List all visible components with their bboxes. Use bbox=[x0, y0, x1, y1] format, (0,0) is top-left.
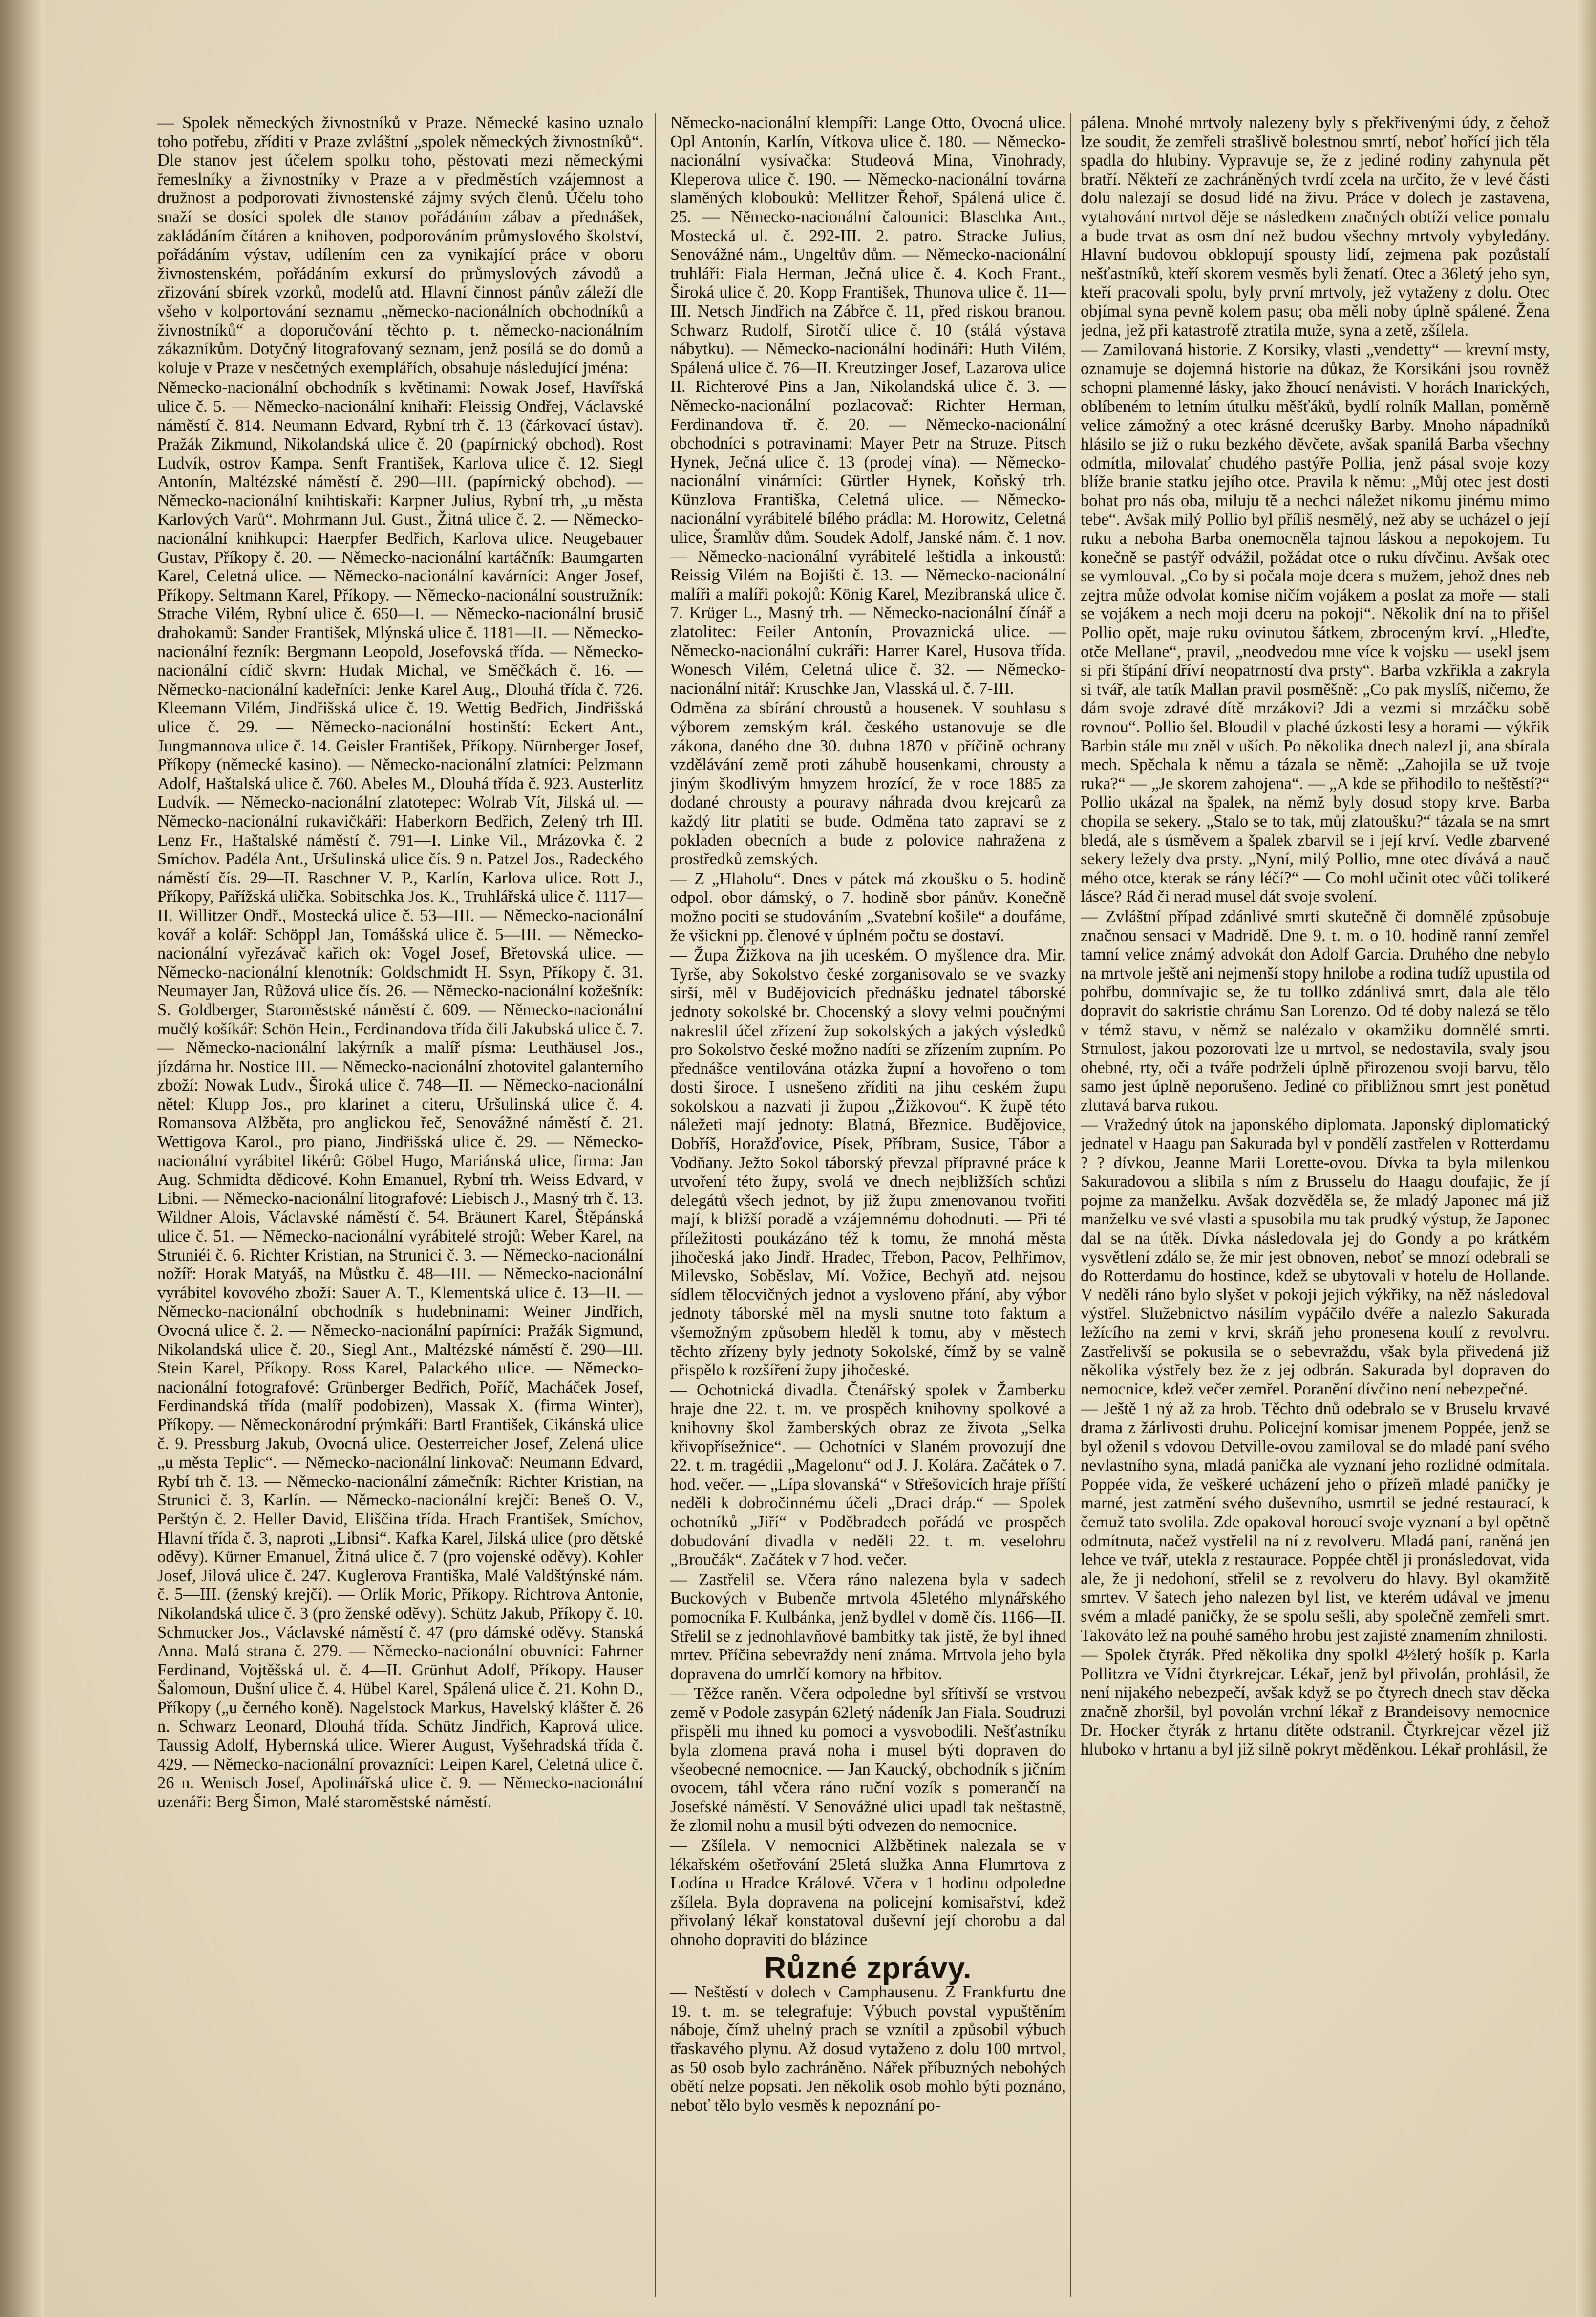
article-zsilela: — Zšílela. V nemocnici Alžbětinek nalezala se v lékařském ošetřování 25letá služka Anna Flumrtova z Lodína u Hradce Králové. Včera v 1 hodinu odpoledne zšílela. Byla dopravena na policejní komisařství, kdež přivolaný lékař konstatoval duševní její chorobu a dal ohnoho dopraviti do blázince bbox=[670, 1836, 1066, 1949]
page-edge bbox=[1576, 0, 1596, 2317]
column-rule bbox=[1070, 113, 1071, 2297]
article-japonsky-diplomat: — Vražedný útok na japonského diplomata. Japonský diplomatický jednatel v Haagu pan Sakurada byl v pondělí zastřelen v Rotterdamu ? ? dívkou, Jeanne Marii Lorette-ovou. Dívka ta byla milenkou Sakuradovou a slibila s ním z Brusselu do Haagu doufajic, že jí pojme za manželku. Avšak dozvěděla se, že mladý Japonec má již manželku ve své vlasti a spusobila mu tak prudký výstup, že Japonec dal se na útěk. Dívka následovala jej do Gondy a po krátkém vysvětlení zdálo se, že mir jest obnoven, neboť se mnozí odebrali se do Rotterdamu do hostince, kdež se ubytovali v hotelu de Hollande. V neděli ráno bylo slyšet v pokoji jejich výkřiky, na něž následoval výstřel. Služebnictvo násilím vypáčilo dvéře a nalezlo Sakurada ležícího na zemi v krvi, skráň jeho pronesena koulí z revolvru. Zastřelivší se pokusila se o sebevraždu, však byla přivedená již několika výstřely bez že z jej odbrán. Sakurada byl dopraven do nemocnice, kdež večer zemřel. Poranění dívčino není nebezpečné. bbox=[1081, 1116, 1550, 1398]
article-zdanliva-smrt: — Zvláštní případ zdánlivé smrti skutečně či domnělé způsobuje značnou sensaci v Madridě. Dne 9. t. m. o 10. hodině ranní zemřel tamní velice známý advokát don Adolf Garcia. Druhého dne nebylo na mrtvole ještě ani nejmenší stopy hnilobe a rodina tudíž upustila od pohřbu, domnívajic se, že tu tollko zdánlivá smrt, dala ale tělo dopravit do sakristie chrámu San Lorenzo. Od té doby nalezá se tělo v témž stavu, v němž se nalézalo v okamžiku domnělé smrti. Strnulost, jakou pozorovati lze u mrtvol, se nedostavila, svaly jsou ohebné, rty, oči a tváře podrželi úplně přirozenou svoji barvu, tělo samo jest úplně neporušeno. Jediné co přibližnou smrt jest ponětud zlutavá barva rukou. bbox=[1081, 907, 1550, 1115]
article-list-cont: Německo-nacionální klempíři: Lange Otto, Ovocná ulice. Opl Antonín, Karlín, Vítkova ulice č. 180. — Německo-nacionální vysívačka: Studeová Mina, Vinohrady, Kleperova ulice č. 190. — Německo-nacionální továrna slaměných klobouků: Mellitzer Řehoř, Spálená ulice č. 25. — Německo-nacionální čalounici: Blaschka Ant., Mostecká ul. č. 292-III. 2. patro. Stracke Julius, Senovážné nám., Ungeltův dům. — Německo-nacionální truhláři: Fiala Herman, Ječná ulice č. 4. Koch Frant., Široká ulice č. 20. Kopp František, Thunova ulice č. 11—III. Netsch Jindřich na Zábřce č. 11, před riskou branou. Schwarz Rudolf, Sirotčí ulice č. 10 (stálá výstava nábytku). — Německo-nacionální hodináři: Huth Vilém, Spálená ulice č. 76—II. Kreutzinger Josef, Lazarova ulice II. Richterové Pins a Jan, Nikolandská ulice č. 3. — Německo-nacionální pozlacovač: Richter Herman, Ferdinandova tř. č. 20. — Německo-nacionální obchodníci s potravinami: Mayer Petr na Struze. Pitsch Hynek, Ječná ulice č. 13 (prodej vína). — Německo-nacionální vinárníci: Gürtler Hynek, Koňský trh. Künzlova Františka, Celetná ulice. — Německo-nacionální vyrábitelé bílého prádla: M. Horowitz, Celetná ulice, Šramlův dům. Soudek Adolf, Janské nám. č. 1 nov. — Německo-nacionální vyrábitelé leštidla a inkoustů: Reissig Vilém na Bojišti č. 13. — Německo-nacionální malíři a malíři pokojů: König Karel, Mezibranská ulice č. 7. Krüger L., Masný trh. — Německo-nacionální čínář a zlatolitec: Feiler Antonín, Provaznická ulice. — Německo-nacionální cukráři: Harrer Karel, Husova třída. Wonesch Vilém, Celetná ulice č. 32. — Německo-nacionální nitář: Kruschke Jan, Vlasská ul. č. 7-III. bbox=[670, 113, 1066, 698]
column-rule bbox=[655, 113, 656, 2297]
article-list: Německo-nacionální obchodník s květinami: Nowak Josef, Havířská ulice č. 5. — Německo-nacionální knihaři: Fleissig Ondřej, Václavské náměstí č. 814. Neumann Edvard, Rybní trh č. 13 (čárkovací ústav). Pražák Zikmund, Nikolandská ulice č. 20 (papírnický obchod). Rost Ludvík, ostrov Kampa. Senft František, Karlova ulice č. 12. Siegl Antonín, Maltézské náměstí č. 290—III. (papírnický obchod). — Německo-nacionální knihtiskaři: Karpner Julius, Rybní trh, „u města Karlových Varů“. Mohrmann Jul. Gust., Žitná ulice č. 2. — Německo-nacionální knihkupci: Haerpfer Bedřich, Karlova ulice. Neugebauer Gustav, Příkopy č. 20. — Německo-nacionální kartáčník: Baumgarten Karel, Celetná ulice. — Německo-nacionální kavárníci: Anger Josef, Příkopy. Seltmann Karel, Příkopy. — Německo-nacionální soustružník: Strache Vilém, Rybní ulice č. 650—I. — Německo-nacionální brusič drahokamů: Sander František, Mlýnská ulice č. 1181—II. — Německo-nacionální řezník: Bergmann Leopold, Josefovská třída. — Německo-nacionální cídič skvrn: Hudak Michal, ve Směčkách č. 16. — Německo-nacionální kadeřníci: Jenke Karel Aug., Dlouhá třída č. 726. Kleemann Vilém, Jindřišská ulice č. 19. Wettig Bedřich, Jindřišská ulice č. 29. — Německo-nacionální hostinští: Eckert Ant., Jungmannova ulice č. 14. Geisler František, Příkopy. Nürnberger Josef, Příkopy (německé kasino). — Německo-nacionální zlatníci: Pelzmann Adolf, Haštalská ulice č. 760. Abeles M., Dlouhá třída č. 923. Austerlitz Ludvík. — Německo-nacionální zlatotepec: Wolrab Vít, Jilská ul. — Německo-nacionální rukavičkáři: Haberkorn Bedřich, Zelený trh III. Lenz Fr., Haštalské náměstí č. 791—I. Linke Vil., Mrázovka č. 2 Smíchov. Padéla Ant., Uršulinská ulice čís. 9 n. Patzel Jos., Radeckého náměstí čís. 29—II. Raschner V. P., Karlín, Karlova ulice. Rott J., Příkopy, Pařížská ulička. Sobitschka Jos. K., Truhlářská ulice č. 1117—II. Willitzer Ondř., Mostecká ulice č. 53—III. — Německo-nacionální kovář a kolář: Schöppl Jan, Tomášská ulice č. 5—III. — Německo-nacionální vyřezávač kařich ok: Vogel Josef, Břetovská ulice. — Německo-nacionální klenotník: Goldschmidt H. Ssyn, Příkopy č. 31. Neumayer Jan, Růžová ulice čís. 26. — Německo-nacionální kožešník: S. Goldberger, Staroměstské náměstí č. 609. — Německo-nacionální mučlý košíkář: Schön Hein., Ferdinandova třída čili Jakubská ulice č. 7. — Německo-nacionální lakýrník a malíř písma: Leuthäusel Jos., jízdárna hr. Nostice III. — Německo-nacionální zhotovitel galanterního zboží: Nowak Ludv., Široká ulice č. 748—II. — Německo-nacionální nětel: Klupp Jos., pro klarinet a citeru, Uršulinská ulice č. 4. Romansova Alžběta, pro anglickou řeč, Senovážné náměstí č. 21. Wettigova Karol., pro piano, Jindřišská ulice č. 29. — Německo-nacionální vyrábitel likérů: Göbel Hugo, Mariánská ulice, firma: Jan Aug. Schmidta dědicové. Kohn Emanuel, Rybní trh. Weiss Edvard, v Libni. — Německo-nacionální litografové: Liebisch J., Masný trh č. 13. Wildner Alois, Václavské náměstí č. 54. Bräunert Karel, Štěpánská ulice č. 51. — Německo-nacionální vyrábitelé strojů: Weber Karel, na Struniéi č. 6. Richter Kristian, na Strunici č. 3. — Německo-nacionální nožíř: Horak Matyáš, na Můstku č. 48—III. — Německo-nacionální vyrábitel kovového zboží: Sauer A. T., Klementská ulice č. 13—II. — Německo-nacionální obchodník s hudebninami: Weiner Jindřich, Ovocná ulice č. 2. — Německo-nacionální papírníci: Pražák Sigmund, Nikolandská ulice č. 20., Siegl Ant., Maltézské náměstí č. 290—III. Stein Karel, Příkopy. Ross Karel, Palackého ulice. — Německo-nacionální fotografové: Grünberger Bedřich, Poříč, Macháček Josef, Ferdinandská třída (malíř podobizen), Massak X. (firma Winter), Příkopy. — Německonárodní prýmkáři: Bartl František, Cikánská ulice č. 9. Pressburg Jakub, Ovocná ulice. Oesterreicher Josef, Zelená ulice „u města Teplic“. — Německo-nacionální linkovač: Neumann Edvard, Rybí trh č. 13. — Německo-nacionální zámečník: Richter Kristian, na Strunici č. 3, Karlín. — Německo-nacionální krejčí: Beneš O. V., Perštýn č. 2. Heller David, Eliščina třída. Hrach František, Smíchov, Hlavní třída č. 3, naproti „Libnsi“. Kafka Karel, Jilská ulice (pro dětské oděvy). Kürner Emanuel, Žitná ulice č. 7 (pro vojenské oděvy). Kohler Josef, Jilová ulice č. 247. Kuglerova Františka, Malé Valdštýnské nám. č. 5—III. (ženský krejčí). — Orlík Moric, Příkopy. Richtrova Antonie, Nikolandská ulice č. 3 (pro ženské oděvy). Schütz Jakub, Příkopy č. 10. Schmucker Jos., Václavské náměstí č. 47 (pro dámské oděvy. Stanská Anna. Malá strana č. 279. — Německo-nacionální obuvníci: Fahrner Ferdinand, Vojtěšská ul. č. 4—II. Grünhut Adolf, Příkopy. Hauser Šalomoun, Dušní ulice č. 4. Hübel Karel, Spálená ulice č. 21. Kohn D., Příkopy („u černého koně). Nagelstock Markus, Havelský klášter č. 26 n. Schwarz Leonard, Dlouhá třída. Schütz Jindřich, Kaprová ulice. Taussig Adolf, Hybernská ulice. Wierer August, Vyšehradská třída č. 429. — Německo-nacionální provazníci: Leipen Karel, Celetná ulice č. 26 n. Wenisch Josef, Apolinářská ulice č. 9. — Německo-nacionální uzenáři: Berg Šimon, Malé staroměstské náměstí. bbox=[157, 378, 643, 1811]
column-middle bbox=[670, 113, 1066, 2297]
article-zastrelil: — Zastřelil se. Včera ráno nalezena byla v sadech Buckových v Bubenče mrtvola 45letého mlynářského pomocníka F. Kulbánka, jenž bydlel v domě čís. 1166—II. Střelil se z jednohlavňové bambitky tak jistě, že byl ihned mrtev. Příčina sebevraždy není známa. Mrtvola jeho byla dopravena do umrlčí komory na hřbitov. bbox=[670, 1570, 1066, 1683]
article-odmena: Odměna za sbírání chroustů a housenek. V souhlasu s výborem zemským král. českého ustanovuje se dle zákona, daného dne 30. dubna 1870 v příčině ochrany vzdělávání země proti záhubě housenkami, chrousty a jiným škodlivým hmyzem hrozící, že v roce 1885 za dodané chrousty a pouravy náhrada dvou krejcarů za každý litr platiti se bude. Odměna tato zapraví se z pokladen obecních a bude z polovice nahražena z prostředků zemských. bbox=[670, 699, 1066, 869]
article-zamilovana: — Zamilovaná historie. Z Korsiky, vlasti „vendetty“ — krevní msty, oznamuje se dojemná historie na důkaz, že Korsikáni jsou rovněž schopni plamenné lásky, jako žhoucí nenávisti. V horách Inarických, oblíbeném to letním útulku měšťáků, bydlí rolník Mallan, poměrně velice zámožný a otec krásné dcerušky Barby. Mnoho nápadníků hlásilo se již o ruku bezkého děvčete, avšak spanilá Barba všechny odmítla, milovalať chudého pastýře Pollia, jenž pásal svoje kozy blíže branie statku jejího otce. Pravila k němu: „Můj otec jest dosti bohat pro nás oba, miluju tě a nechci náležet nikomu jinému mimo tebe“. Avšak milý Pollio byl příliš nesmělý, než aby se ucházel o její ruku a neboha Barba onemocněla tajnou láskou a nepokojem. Tu konečně se pastýř odvážil, požádat otce o ruku dívčinu. Avšak otec se vymlouval. „Co by si počala moje dcera s mužem, jehož dnes neb zejtra může odvolat komise ničím vojákem a poslat za moře — stali se vojákem a nech moji dceru na pokoji“. Několik dní na to přišel Pollio opět, maje ruku ovinutou šátkem, zbroceným krví. „Hleďte, otče Mellane“, pravil, „neodvedou mne více k vojsku — usekl jsem si při štípání dříví neopatrností dva prsty“. Barba vzkřikla a zakryla si tvář, ale tatík Mallan pravil posměšně: „Co pak myslíš, ničemo, že dám svoje zdravé dítě mrzákovi? Jdi a vezmi si mrzáčku sobě rovnou“. Pollio šel. Bloudil v plaché úzkosti lesy a horami — výkřik Barbin stále mu zněl v uších. Po několika dnech nalezl ji, ana sbírala mech. Spěchala k němu a tázala se němě: „Zahojila se už tvoje ruka?“ — „Je skorem zahojena“. — „A kde se přihodilo to neštěstí?“ Pollio ukázal na špalek, na němž byly dosud stopy krve. Barba chopila se sekery. „Stalo se to tak, můj zlatoušku?“ tázala se na smrt bledá, ale s úsměvem a špalek zbarvil se i její krví. Vedle zbarvené sekery ležely dva prsty. „Nyní, milý Pollio, mne otec dívává a nauč mého otce, kterak se rány léčí?“ — Co mohl učinit otec vůči tolikeré lásce? Rád či nerad musel dát svoje svolení. bbox=[1081, 341, 1550, 906]
binding-shadow bbox=[0, 0, 44, 2317]
column-left bbox=[157, 113, 643, 2297]
column-right bbox=[1081, 113, 1550, 2297]
article-nestesti: — Neštěstí v dolech v Camphausenu. Z Frankfurtu dne 19. t. m. se telegrafuje: Výbuch povstal vypuštěním náboje, čímž uhelný prach se vznítil a způsobil výbuch třaskavého plynu. Až dosud vytaženo z dolu 100 mrtvol, as 50 osob bylo zachráněno. Nářek příbuzných nebohých obětí nelze popsati. Jen několik osob mohlo býti poznáno, neboť tělo bylo vesměs k nepoznání po- bbox=[670, 1983, 1066, 2115]
article-ctyrak: — Spolek čtyrák. Před několika dny spolkl 4½letý hošík p. Karla Pollitzra ve Vídni čtyrkrejcar. Lékař, jenž byl přivolán, prohlásil, že není nijakého nebezpečí, avšak když se po čtyrech dnech stav děcka značně zhoršil, byl povolán vrchní lékař z Brandeisovy nemocnice Dr. Hocker čtyrák z hrtanu dítěte odstranil. Čtyrkrejcar vězel již hluboko v hrtanu a byl již silně pokryt měděnkou. Lékař prohlásil, že bbox=[1081, 1646, 1550, 1759]
article-hlahol: — Z „Hlaholu“. Dnes v pátek má zkoušku o 5. hodině odpol. obor dámský, o 7. hodině sbor pánův. Konečně možno pociti se studováním „Svatební košile“ a doufáme, že všickni pp. členové v úplném počtu se dostaví. bbox=[670, 869, 1066, 945]
article-zarlivost: — Ještě 1 ný až za hrob. Těchto dnů odebralo se v Bruselu krvavé drama z žárlivosti druhu. Policejní komisar jmenem Poppée, jenž se byl oženil s vdovou Detville-ovou zamiloval se do mladé paní svého nevlastního syna, mladá panička ale vyznaní jeho rozlidné odmítala. Poppée vida, že veškeré ucházení jeho o přízeň mladé paničky je marné, jest zatmění svého duševního, usmrtil se jedné restaurací, k čemuž tato svolila. Zde opakoval horoucí svoje vyznaní a byl opětně odmítnuta, načež vystřelil na ní z revolveru. Mladá paní, raněná jen lehce ve tvář, utekla z restaurace. Poppée chtěl ji pronásledovat, vida ale, že ji nedohoní, střelil se z revolveru do hlavy. Byl okamžitě smrtev. V šatech jeho nalezen byl list, ve kterém udával ve jmenu svém a mladé paničky, že se spolu sešli, aby společně zemřeli smrt. Takováto lež na pouhé samého hrobu jest zajisté znamením zhnilosti. bbox=[1081, 1399, 1550, 1645]
article-divadla: — Ochotnická divadla. Čtenářský spolek v Žamberku hraje dne 22. t. m. ve prospěch knihovny spolkové a knihovny škol žamberských obraz ze života „Selka křivopřísežnice“. — Ochotníci v Slaném provozují dne 22. t. m. tragédii „Magelonu“ od J. J. Kolára. Začátek o 7. hod. večer. — „Lípa slovanská“ v Střešovicích hraje příští neděli k dobročinnému účeli „Draci dráp.“ — Spolek ochotníků „Jiří“ v Poděbradech pořádá ve prospěch dobudování divadla v neděli 22. t. m. veselohru „Broučák“. Začátek v 7 hod. večer. bbox=[670, 1380, 1066, 1569]
article-zupa: — Župa Žižkova na jih uceském. O myšlence dra. Mir. Tyrše, aby Sokolstvo české zorganisovalo se ve svazky sirší, měl v Budějovicích přednášku jednatel táborské jednoty sokolské br. Chocenský a slovy velmi poučnými nakreslil účel zřízení žup sokolských a jakých výsledků pro Sokolstvo české možno nadíti se zřízením zupním. Po přednášce ventilována otázka župní a hovořeno o tom dosti široce. I usnešeno zříditi na jihu ceském župu sokolskou a nazvati ji župou „Žižkovou“. K župě této náležeti mají jednoty: Blatná, Březnice. Budějovice, Dobříš, Horažďovice, Písek, Příbram, Susice, Tábor a Vodňany. Ježto Sokol táborský převzal přípravné práce k utvoření této župy, svolá ve dnech nejbližších schůzi delegátů všech jednot, by již župu zmenovanou tvořiti mají, k bližší poradě a vzájemnému dohodnuti. — Při té příležitosti poukázáno též k tomu, že mnohá města jihočeská jako Jindř. Hradec, Třebon, Pacov, Pelhřimov, Milevsko, Soběslav, Mí. Vožice, Bechyň atd. nejsou sídlem tělocvičných jednot a vysloveno přání, aby výbor jednoty táborské měl na mysli snutne toto faktum a všemožným způsobem hleděl k tomu, aby v městech těchto zřízeny byly jednoty Sokolské, čímž by se valně přispělo k rozšíření župy jihočeské. bbox=[670, 946, 1066, 1380]
article-spolek: — Spolek německých živnostníků v Praze. Německé kasino uznalo toho potřebu, zříditi v Praze zvláštní „spolek německých živnostníků“. Dle stanov jest účelem spolku toho, pěstovati mezi německými řemeslníky a živnostníky v Praze a v předměstích vzájemnost a družnost a podporovati živnostenské zájmy svých členů. Účelu toho snaží se dosíci spolek dle stanov pořádáním zábav a přednášek, zakládáním čítáren a knihoven, podporováním průmyslového školství, pořádáním výstav, udílením cen za vynikající práce v oboru živnostenském, pořádáním exkursí do průmyslových závodů a zřizování sbírek vzorků, modelů atd. Hlavní činnost pánův záleží dle všeho v kolportování seznamu „německo-nacionálních obchodníků a živnostníků“ a doporučování těchto p. t. německo-nacionálním zákazníkům. Dotyčný litografovaný seznam, jenž posílá se do domů a koluje v Praze v nesčetných exemplářích, obsahuje následující jména: bbox=[157, 113, 643, 377]
section-heading: Různé zprávy. bbox=[764, 1951, 972, 1985]
article-tezce-ranen: — Těžce raněn. Včera odpoledne byl sřítivší se vrstvou země v Podole zasypán 62letý nádeník Jan Fiala. Soudruzi přispěli mu ihned ku pomoci a vysvobodili. Nešťastníku byla zlomena pravá noha i musel býti dopraven do všeobecné nemocnice. — Jan Kaucký, obchodník s jičním ovocem, táhl včera ráno ruční vozík s pomerančí na Josefské náměstí. V Senovážné ulici upadl tak neštastně, že zlomil nohu a musil býti odvezen do nemocnice. bbox=[670, 1684, 1066, 1835]
article-nestesti-cont: pálena. Mnohé mrtvoly nalezeny byly s překřivenými údy, z čehož lze soudit, že zemřeli strašlivě bolestnou smrtí, neboť hořící jich těla spadla do hlubiny. Vypravuje se, že z jediné rodiny zahynula pět bratří. Někteří ze zachráněných tvrdí zcela na určito, že v levé části dolu nalezají se dosud lidé na živu. Práce v dolech je zastavena, vytahování mrtvol děje se následkem značných obtíží velice pomalu a bude trvat as osm dní než budou všechny mrtvoly vybyledány. Hlavní budovou obklopují spousty lidí, zejmena pak pozůstalí nešťastníků, kteří skorem vesměs byli ženatí. Otec a 36letý jeho syn, kteří pracovali spolu, byly první mrtvoly, jež vytaženy z dolu. Otec objímal syna pevně kolem pasu; oba měli noby úplně spálené. Žena jedna, jež při katastrofě ztratila muže, syna a zetě, zšílela. bbox=[1081, 113, 1550, 340]
